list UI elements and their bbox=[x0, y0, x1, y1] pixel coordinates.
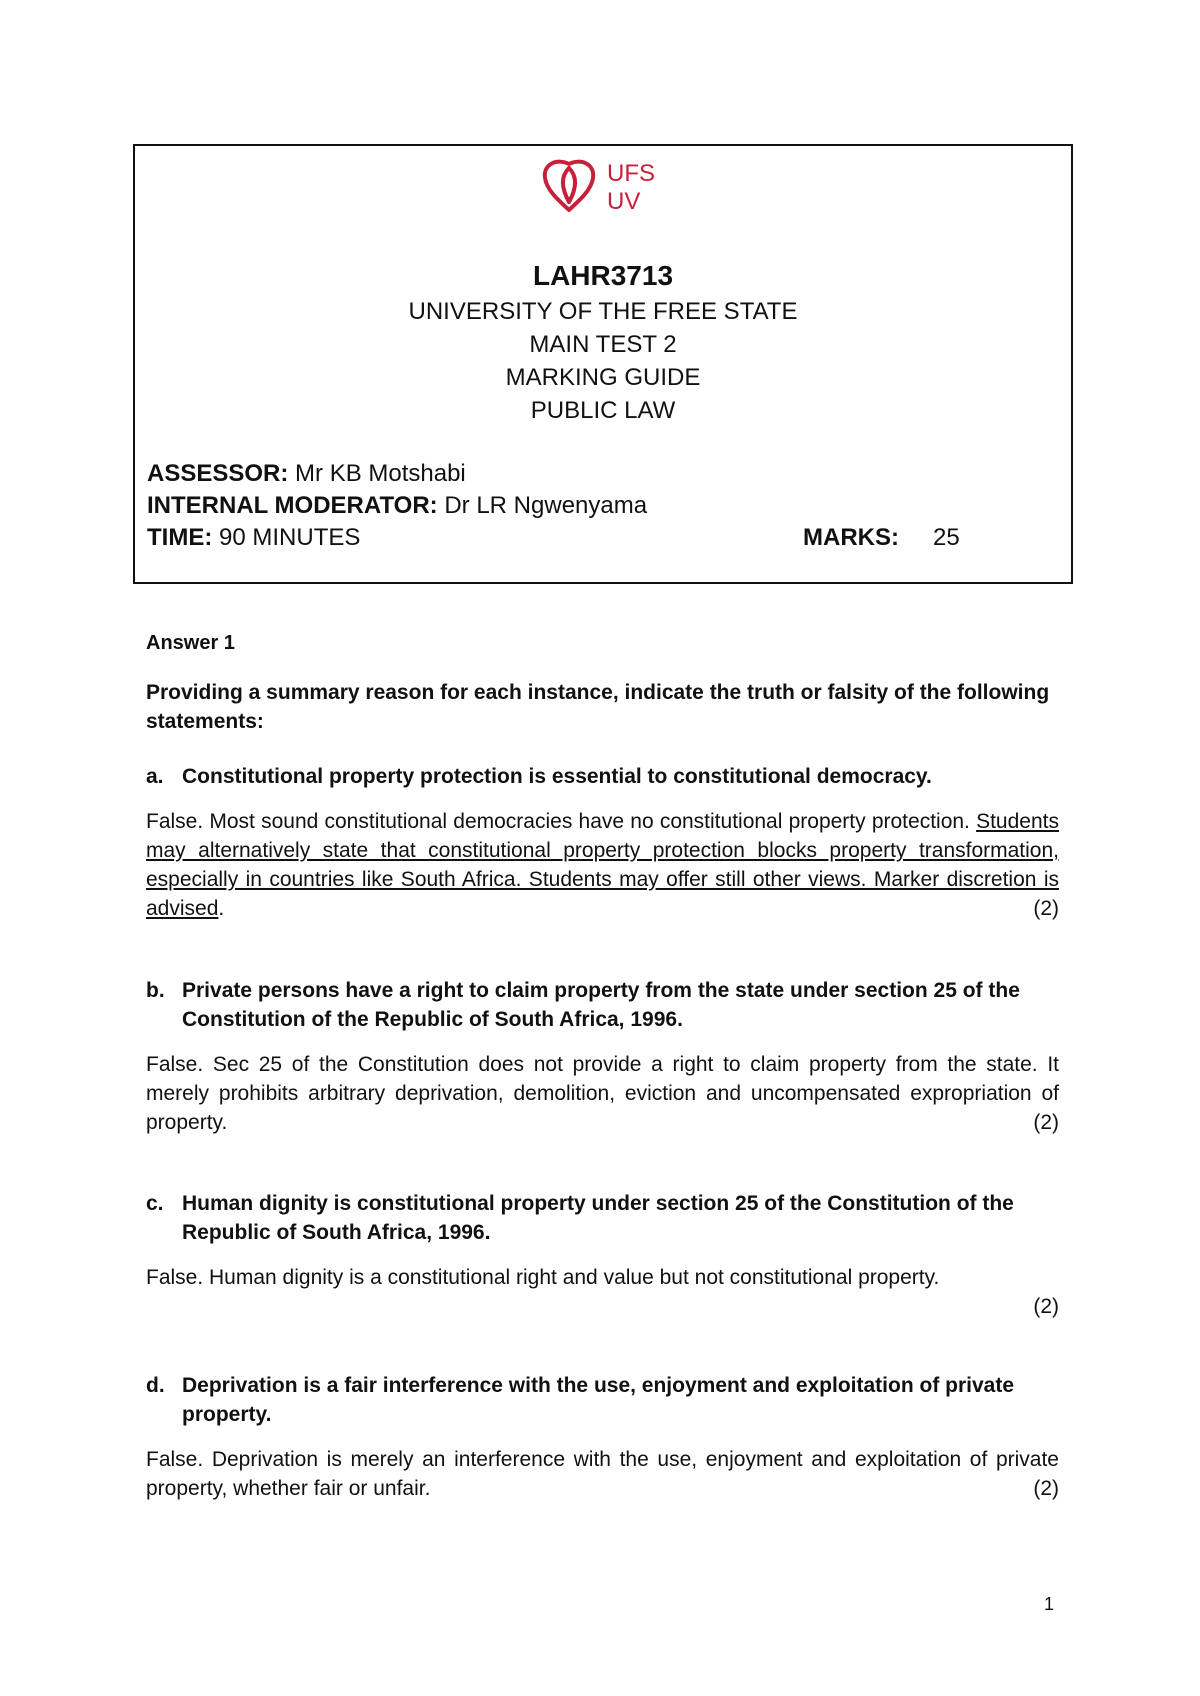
instruction-text: Providing a summary reason for each instance, indicate the truth or falsity of the following statements: bbox=[146, 681, 1050, 733]
marks-label: MARKS: bbox=[803, 524, 899, 551]
marks-value: 25 bbox=[933, 524, 960, 551]
question-b bbox=[146, 976, 1059, 1034]
question-b-text bbox=[146, 976, 1059, 1034]
question-d bbox=[146, 1371, 1059, 1429]
assessor-line bbox=[147, 460, 466, 488]
answer-c bbox=[146, 1263, 1059, 1321]
question-d-statement: Deprivation is a fair interference with the use, enjoyment and exploitation of private property. bbox=[182, 1374, 1015, 1426]
guide-title: MARKING GUIDE bbox=[505, 364, 701, 391]
answer-d-body: False. Deprivation is merely an interference with the use, enjoyment and exploitation of private property, whether fair or unfair. bbox=[146, 1448, 1059, 1500]
question-c-statement: Human dignity is constitutional property under section 25 of the Constitution of the Republic of South Africa, 1996. bbox=[182, 1192, 1014, 1244]
answer-a-mark: (2) bbox=[1033, 897, 1059, 920]
question-d-label: d. bbox=[146, 1374, 165, 1397]
question-d-text bbox=[146, 1371, 1059, 1429]
assessor-label: ASSESSOR: bbox=[147, 460, 289, 487]
test-name: MAIN TEST 2 bbox=[529, 331, 677, 358]
question-c-label: c. bbox=[146, 1192, 164, 1215]
question-a bbox=[146, 762, 1059, 791]
answer-a-tail: . bbox=[218, 897, 225, 920]
answer-d-mark: (2) bbox=[1033, 1477, 1059, 1500]
moderator-line bbox=[147, 492, 647, 520]
answer-a-plain: False. Most sound constitutional democracies have no constitutional property protection. bbox=[146, 810, 977, 833]
question-a-label: a. bbox=[146, 765, 164, 788]
question-a-text bbox=[146, 762, 1059, 791]
answer-b-body: False. Sec 25 of the Constitution does not provide a right to claim property from the state. It merely prohibits arbitrary deprivation, demolition, eviction and uncompensated expropriation of property. bbox=[146, 1053, 1059, 1134]
answer-d bbox=[146, 1445, 1059, 1503]
moderator-label: INTERNAL MODERATOR: bbox=[147, 492, 438, 519]
question-b-label: b. bbox=[146, 979, 165, 1002]
university-name: UNIVERSITY OF THE FREE STATE bbox=[408, 298, 798, 325]
question-c-text bbox=[146, 1189, 1059, 1247]
time-line bbox=[147, 524, 360, 552]
answer-b-text bbox=[146, 1050, 1059, 1137]
answer-a-underlined: Students may alternatively state that constitutional property protection blocks property transformation, especially in countries like South Africa. Students may offer still other views. Marker discretion is advised bbox=[146, 810, 1059, 920]
answer-c-text: False. Human dignity is a constitutional right and value but not constitutional property. bbox=[146, 1266, 940, 1289]
logo-text-bottom: UV bbox=[607, 188, 641, 215]
answer-c-mark: (2) bbox=[1033, 1295, 1059, 1318]
logo-text-top: UFS bbox=[607, 160, 655, 187]
ufs-heart-logo-icon bbox=[539, 154, 799, 216]
time-value: 90 MINUTES bbox=[219, 524, 361, 551]
question-c bbox=[146, 1189, 1059, 1247]
answer-title: Answer 1 bbox=[146, 632, 235, 654]
page-number: 1 bbox=[1044, 1594, 1055, 1614]
question-a-statement: Constitutional property protection is essential to constitutional democracy. bbox=[182, 765, 932, 788]
marks-line bbox=[803, 524, 960, 552]
course-code: LAHR3713 bbox=[532, 260, 674, 291]
answer-a-text bbox=[146, 807, 1059, 923]
header-box bbox=[133, 144, 1073, 584]
ufs-logo bbox=[539, 154, 799, 216]
answer-b bbox=[146, 1050, 1059, 1137]
answer-b-mark: (2) bbox=[1033, 1111, 1059, 1134]
question-b-statement: Private persons have a right to claim property from the state under section 25 of the Constitution of the Republic of South Africa, 1996. bbox=[182, 979, 1020, 1031]
assessor-name: Mr KB Motshabi bbox=[295, 460, 466, 487]
time-label: TIME: bbox=[147, 524, 213, 551]
answer-d-text bbox=[146, 1445, 1059, 1503]
answer-a bbox=[146, 807, 1059, 923]
moderator-name: Dr LR Ngwenyama bbox=[444, 492, 648, 519]
subject-name: PUBLIC LAW bbox=[530, 397, 676, 424]
